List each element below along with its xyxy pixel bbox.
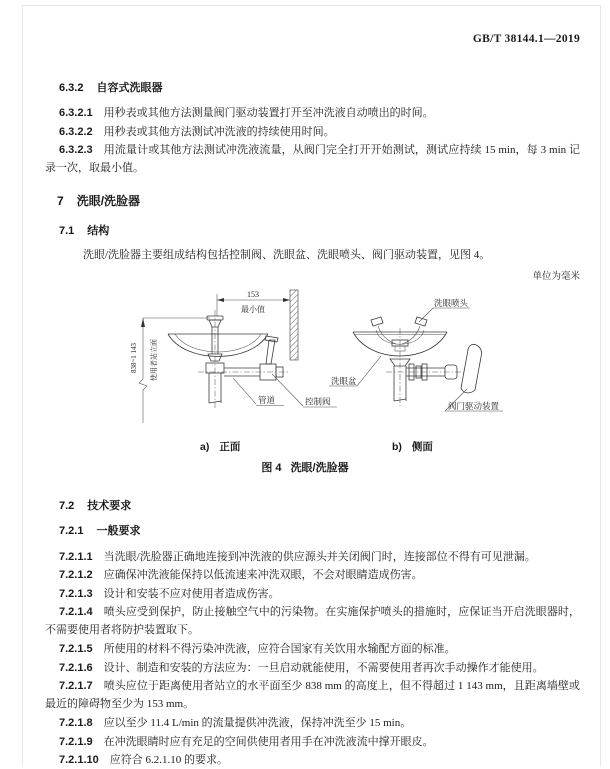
- valve-actuator-paddle: [461, 344, 482, 393]
- clause-number: 7.2.1.8: [59, 717, 93, 729]
- clause-number: 7.2.1.2: [59, 569, 93, 581]
- pipe-callout: [233, 378, 284, 406]
- control-valve-lever: [266, 340, 275, 364]
- spray-heads-side: [371, 317, 427, 351]
- clause-number: 6.3.2.1: [59, 107, 93, 119]
- clause-text: 用秒表或其他方法测量阀门驱动装置打开至冲洗液自动喷出的时间。: [103, 107, 434, 119]
- clause-text: 喷头应位于距离使用者站立的水平面至少 838 mm 的高度上，但不得超过 1 143 mm，且距离墙壁或最近的障碍物至少为 153 mm。: [45, 680, 580, 711]
- clause-number: 6.3.2.3: [59, 144, 93, 156]
- heading-title: 技术要求: [87, 500, 132, 512]
- clause-7-2-1-6: [45, 659, 580, 677]
- clause-number: 7.2.1.9: [59, 735, 93, 748]
- heading-7-1: [59, 222, 109, 238]
- dim-height-value: 838~1 143: [130, 342, 138, 374]
- valve-actuator-callout: [445, 389, 503, 411]
- pipe-label: 管道: [258, 395, 276, 405]
- clause-6-3-2-3: [45, 141, 580, 178]
- clause-7-2-1-7: [45, 677, 580, 714]
- bowl-callout: [329, 356, 381, 386]
- heading-number: 7.1: [59, 225, 75, 237]
- control-valve-callout: [272, 374, 337, 407]
- heading-6-3-2: [59, 79, 162, 95]
- heading-title: 自容式洗眼器: [96, 82, 163, 94]
- heading-title: 一般要求: [96, 525, 141, 537]
- front-view-drawing: [130, 290, 337, 423]
- clause-6-3-2-2: [45, 123, 580, 141]
- dim-153: [217, 290, 290, 316]
- valve-actuator-label: 阀门驱动装置: [448, 401, 500, 411]
- page-edge-right: [600, 5, 601, 766]
- spray-head-label: 洗眼喷头: [434, 298, 469, 308]
- dim-153-min-label: 最小值: [241, 305, 265, 314]
- clause-text: 应以至少 11.4 L/min 的流量提供冲洗液，保持冲洗至少 15 min。: [103, 717, 412, 729]
- clause-text: 喷头应受到保护，防止接触空气中的污染物。在实施保护喷头的措施时，应保证当开启洗眼器时，不需要使用者将防护装置取下。: [45, 606, 580, 637]
- clause-text: 当洗眼/洗脸器正确地连接到冲洗液的供应源头并关闭阀门时，连接部位不得有可见泄漏。: [103, 550, 536, 563]
- heading-title: 洗眼/洗脸器: [76, 194, 141, 208]
- clause-7-2-1-1: [45, 548, 580, 566]
- heading-7-2: [59, 497, 131, 513]
- wall-section: [290, 290, 298, 360]
- heading-number: 7: [57, 194, 64, 208]
- heading-title: 结构: [87, 225, 110, 237]
- page-edge-left: [22, 5, 23, 766]
- standing-plane-label: 使用者站立面: [150, 339, 158, 381]
- clause-number: 7.2.1.10: [59, 754, 99, 766]
- clause-text: 应确保冲洗液能保持以低流速来冲洗双眼，不会对眼睛造成伤害。: [103, 569, 423, 581]
- bowl-label: 洗眼盆: [331, 376, 357, 386]
- clause-text: 设计、制造和安装的方法应为：一旦启动就能使用，不需要使用者再次手动操作才能使用。: [103, 661, 544, 674]
- spray-head-callout: [419, 298, 470, 322]
- doc-number: GB/T 38144.1—2019: [472, 33, 580, 45]
- clause-7-2-1-9: [45, 733, 580, 751]
- page-edge-top: [22, 5, 600, 6]
- subfigure-b-caption: b) 侧面: [392, 441, 433, 453]
- clause-text: 设计和安装不应对使用者造成伤害。: [103, 587, 280, 600]
- heading-number: 7.2.1: [59, 525, 84, 537]
- figure-4-caption: 图 4 洗眼/洗脸器: [261, 462, 349, 474]
- clause-number: 7.2.1.5: [59, 643, 93, 655]
- clause-number: 7.2.1.7: [59, 680, 93, 692]
- heading-number: 7.2: [59, 500, 75, 512]
- bowl-front: [168, 334, 268, 361]
- piping-front: [206, 336, 283, 403]
- clause-text: 用秒表或其他方法测试冲洗液的持续使用时间。: [103, 125, 335, 138]
- structure-intro-paragraph: 洗眼/洗脸器主要组成结构包括控制阀、洗眼盆、洗眼喷头、阀门驱动装置，见图 4。: [83, 249, 491, 261]
- clause-text: 应符合 6.2.1.10 的要求。: [109, 754, 229, 766]
- clause-number: 7.2.1.4: [59, 606, 93, 618]
- clause-text: 用流量计或其他方法测试冲洗液流量，从阀门完全打开开始测试，测试应持续 15 min，每 3 min 记录一次，取最小值。: [45, 144, 580, 175]
- clause-number: 6.3.2.2: [59, 125, 93, 138]
- figure-4-drawing: [40, 286, 585, 436]
- clause-7-2-1-10: [45, 751, 580, 769]
- clause-7-2-1-5: [45, 640, 580, 658]
- unit-note: 单位为毫米: [532, 272, 580, 282]
- side-view-drawing: [329, 298, 503, 411]
- clause-7-2-1-8: [45, 714, 580, 732]
- clause-7-2-1-2: [45, 566, 580, 584]
- clause-number: 7.2.1.6: [59, 661, 93, 674]
- subfigure-a-caption: a) 正面: [200, 441, 241, 453]
- heading-7: [57, 192, 140, 209]
- clause-number: 7.2.1.3: [59, 587, 93, 600]
- clause-7-2-1-3: [45, 585, 580, 603]
- heading-7-2-1: [59, 522, 140, 538]
- clause-6-3-2-1: [45, 104, 580, 122]
- clause-text: 在冲洗眼睛时应有充足的空间供使用者用手在冲洗液流中撑开眼皮。: [103, 735, 434, 748]
- heading-number: 6.3.2: [59, 82, 84, 94]
- dim-153-value: 153: [247, 290, 259, 299]
- control-valve-label: 控制阀: [305, 396, 331, 407]
- clause-number: 7.2.1.1: [59, 550, 93, 563]
- clause-7-2-1-4: [45, 603, 580, 640]
- clause-text: 所使用的材料不得污染冲洗液，应符合国家有关饮用水输配方面的标准。: [103, 643, 456, 655]
